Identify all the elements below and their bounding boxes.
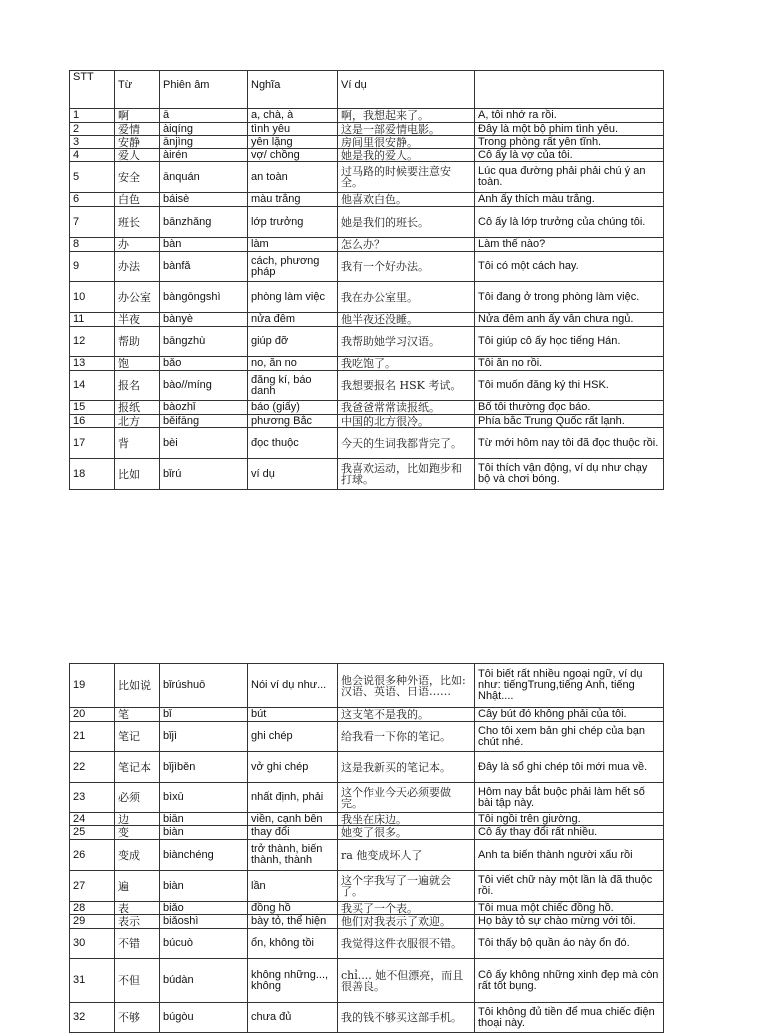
cell-word: 笔 [115,708,160,722]
cell-stt: 24 [70,813,115,826]
cell-stt: 28 [70,902,115,915]
table-row [70,915,664,929]
cell-translation: Trong phòng rất yên tĩnh. [475,136,664,149]
table-row [70,813,664,826]
cell-translation: Cho tôi xem bản ghi chép của bạn chút nhé. [475,722,664,752]
cell-translation: Tôi ngồi trên giường. [475,813,664,826]
cell-stt: 30 [70,929,115,959]
cell-example: 我喜欢运动，比如跑步和打球。 [338,459,475,490]
cell-word: 办公室 [115,282,160,313]
cell-translation: Tôi muốn đăng ký thi HSK. [475,371,664,401]
cell-pinyin: bànfǎ [160,252,248,282]
cell-meaning: cách, phương pháp [248,252,338,282]
table-header-row [70,71,664,109]
cell-example: 这支笔不是我的。 [338,708,475,722]
cell-pinyin: biǎoshì [160,915,248,929]
cell-translation: Tôi mua một chiếc đồng hồ. [475,902,664,915]
cell-pinyin: bèi [160,428,248,459]
cell-stt: 25 [70,826,115,840]
cell-pinyin: bìxū [160,783,248,813]
cell-stt: 11 [70,313,115,327]
cell-pinyin: báisè [160,193,248,207]
table-row [70,752,664,783]
cell-meaning: trở thành, biến thành, thành [248,840,338,871]
cell-meaning: phòng làm việc [248,282,338,313]
cell-translation: Tôi giúp cô ấy học tiếng Hán. [475,327,664,357]
cell-pinyin: ānquán [160,162,248,193]
cell-pinyin: bǎo [160,357,248,371]
cell-stt: 2 [70,123,115,136]
cell-example: 我想要报名 HSK 考试。 [338,371,475,401]
header-stt: STT [70,71,115,109]
cell-word: 不错 [115,929,160,959]
table-row [70,1003,664,1033]
cell-stt: 23 [70,783,115,813]
cell-example: 我坐在床边。 [338,813,475,826]
cell-translation: Cô ấy là vợ của tôi. [475,149,664,162]
cell-translation: Làm thế nào? [475,238,664,252]
cell-word: 爱情 [115,123,160,136]
cell-stt: 20 [70,708,115,722]
cell-stt: 17 [70,428,115,459]
cell-word: 笔记本 [115,752,160,783]
vocab-table-2 [69,663,664,1033]
table-row [70,149,664,162]
cell-pinyin: búdàn [160,959,248,1003]
cell-example: 今天的生词我都背完了。 [338,428,475,459]
cell-example: 我帮助她学习汉语。 [338,327,475,357]
cell-translation: Phía bắc Trung Quốc rất lạnh. [475,415,664,428]
cell-translation: Tôi viết chữ này một lần là đã thuộc rồi. [475,871,664,902]
cell-stt: 8 [70,238,115,252]
cell-stt: 29 [70,915,115,929]
cell-stt: 21 [70,722,115,752]
cell-word: 北方 [115,415,160,428]
header-nghia: Nghĩa [248,71,338,109]
table-row [70,959,664,1003]
cell-example: 给我看一下你的笔记。 [338,722,475,752]
cell-meaning: nhất định, phải [248,783,338,813]
cell-translation: Lúc qua đường phải phải chú ý an toàn. [475,162,664,193]
cell-meaning: vợ/ chồng [248,149,338,162]
table-row [70,357,664,371]
cell-word: 班长 [115,207,160,238]
cell-translation: Tôi có một cách hay. [475,252,664,282]
cell-pinyin: bǐjì [160,722,248,752]
cell-word: 不够 [115,1003,160,1033]
cell-meaning: a, chà, à [248,109,338,123]
cell-example: chỉ.... 她不但漂亮，而且很善良。 [338,959,475,1003]
cell-example: 我爸爸常常读报纸。 [338,401,475,415]
header-vi-du: Ví dụ [338,71,475,109]
cell-example: 他们对我表示了欢迎。 [338,915,475,929]
cell-example: 这个字我写了一遍就会了。 [338,871,475,902]
cell-word: 遍 [115,871,160,902]
cell-stt: 26 [70,840,115,871]
cell-word: 报名 [115,371,160,401]
table-row [70,401,664,415]
cell-example: 他会说很多种外语，比如:汉语、英语、日语…… [338,664,475,708]
cell-stt: 27 [70,871,115,902]
cell-stt: 1 [70,109,115,123]
cell-translation: Hôm nay bắt buộc phải làm hết số bài tập này. [475,783,664,813]
cell-meaning: không những..., không [248,959,338,1003]
cell-example: ra 他变成坏人了 [338,840,475,871]
cell-translation: Họ bày tỏ sự chào mừng với tôi. [475,915,664,929]
cell-translation: A, tôi nhớ ra rồi. [475,109,664,123]
cell-translation: Anh ấy thích màu trắng. [475,193,664,207]
cell-word: 报纸 [115,401,160,415]
cell-translation: Tôi biết rất nhiều ngoại ngữ, ví dụ như: tiếngTrung,tiếng Anh, tiếng Nhật.... [475,664,664,708]
table-row [70,871,664,902]
cell-example: 怎么办？ [338,238,475,252]
vocab-table-1 [69,70,664,490]
cell-word: 安全 [115,162,160,193]
cell-pinyin: biàn [160,826,248,840]
table-row [70,826,664,840]
table-row [70,415,664,428]
cell-example: 他半夜还没睡。 [338,313,475,327]
table-row [70,708,664,722]
cell-meaning: màu trắng [248,193,338,207]
cell-example: 我吃饱了。 [338,357,475,371]
table-row [70,929,664,959]
cell-meaning: phương Bắc [248,415,338,428]
cell-meaning: chưa đủ [248,1003,338,1033]
cell-pinyin: biàn [160,871,248,902]
cell-word: 办法 [115,252,160,282]
cell-pinyin: bāngzhù [160,327,248,357]
table-row [70,282,664,313]
table-row [70,371,664,401]
cell-example: 她是我们的班长。 [338,207,475,238]
cell-meaning: đăng kí, báo danh [248,371,338,401]
cell-example: 我觉得这件衣服很不错。 [338,929,475,959]
cell-pinyin: búcuò [160,929,248,959]
cell-word: 表示 [115,915,160,929]
cell-word: 安静 [115,136,160,149]
cell-pinyin: ānjìng [160,136,248,149]
cell-word: 饱 [115,357,160,371]
table-row [70,313,664,327]
cell-example: 我在办公室里。 [338,282,475,313]
cell-meaning: Nói ví dụ như... [248,664,338,708]
cell-stt: 3 [70,136,115,149]
cell-example: 我有一个好办法。 [338,252,475,282]
cell-pinyin: bǐ [160,708,248,722]
table-row [70,459,664,490]
cell-pinyin: bǐrúshuō [160,664,248,708]
cell-pinyin: biān [160,813,248,826]
cell-meaning: an toàn [248,162,338,193]
cell-translation: Cô ấy thay đổi rất nhiều. [475,826,664,840]
cell-translation: Tôi thích vận động, ví dụ như chạy bộ và chơi bóng. [475,459,664,490]
cell-example: 啊，我想起来了。 [338,109,475,123]
cell-meaning: đồng hồ [248,902,338,915]
cell-translation: Cây bút đó không phải của tôi. [475,708,664,722]
cell-translation: Nửa đêm anh ấy vẫn chưa ngủ. [475,313,664,327]
cell-word: 白色 [115,193,160,207]
cell-translation: Bố tôi thường đọc báo. [475,401,664,415]
cell-example: 房间里很安静。 [338,136,475,149]
cell-word: 背 [115,428,160,459]
header-dich [475,71,664,109]
table-row [70,207,664,238]
cell-meaning: thay đổi [248,826,338,840]
cell-translation: Cô ấy không những xinh đẹp mà còn rất tốt bụng. [475,959,664,1003]
table-row [70,193,664,207]
cell-translation: Tôi đang ở trong phòng làm việc. [475,282,664,313]
table-row [70,664,664,708]
cell-word: 不但 [115,959,160,1003]
table-row [70,327,664,357]
cell-word: 帮助 [115,327,160,357]
cell-example: 她是我的爱人。 [338,149,475,162]
cell-meaning: vở ghi chép [248,752,338,783]
cell-stt: 6 [70,193,115,207]
cell-word: 笔记 [115,722,160,752]
cell-word: 比如 [115,459,160,490]
cell-stt: 22 [70,752,115,783]
cell-stt: 18 [70,459,115,490]
table-row [70,136,664,149]
cell-example: 中国的北方很冷。 [338,415,475,428]
cell-meaning: yên lặng [248,136,338,149]
cell-pinyin: bànyè [160,313,248,327]
table-row [70,902,664,915]
cell-example: 他喜欢白色。 [338,193,475,207]
cell-meaning: lần [248,871,338,902]
cell-stt: 5 [70,162,115,193]
cell-pinyin: bàozhǐ [160,401,248,415]
cell-meaning: lớp trưởng [248,207,338,238]
cell-meaning: viền, cạnh bên [248,813,338,826]
table-row [70,722,664,752]
table-row [70,162,664,193]
cell-word: 爱人 [115,149,160,162]
cell-stt: 19 [70,664,115,708]
cell-word: 比如说 [115,664,160,708]
cell-meaning: ví dụ [248,459,338,490]
cell-pinyin: bǐrú [160,459,248,490]
cell-translation: Đây là một bộ phim tình yêu. [475,123,664,136]
cell-word: 表 [115,902,160,915]
cell-meaning: làm [248,238,338,252]
cell-pinyin: běifāng [160,415,248,428]
cell-stt: 31 [70,959,115,1003]
cell-example: 这是一部爱情电影。 [338,123,475,136]
table-row [70,428,664,459]
cell-translation: Tôi ăn no rồi. [475,357,664,371]
cell-stt: 9 [70,252,115,282]
cell-example: 我的钱不够买这部手机。 [338,1003,475,1033]
table-row [70,109,664,123]
cell-pinyin: àirén [160,149,248,162]
cell-word: 变 [115,826,160,840]
cell-word: 办 [115,238,160,252]
cell-stt: 16 [70,415,115,428]
cell-meaning: giúp đỡ [248,327,338,357]
cell-example: 这个作业今天必须要做完。 [338,783,475,813]
cell-translation: Đây là sổ ghi chép tôi mới mua về. [475,752,664,783]
cell-pinyin: bǐjìběn [160,752,248,783]
cell-example: 这是我新买的笔记本。 [338,752,475,783]
cell-pinyin: bào//míng [160,371,248,401]
cell-pinyin: biànchéng [160,840,248,871]
cell-stt: 15 [70,401,115,415]
cell-pinyin: bàngōngshì [160,282,248,313]
cell-translation: Từ mới hôm nay tôi đã đọc thuộc rồi. [475,428,664,459]
table-row [70,840,664,871]
cell-pinyin: àiqíng [160,123,248,136]
cell-word: 变成 [115,840,160,871]
cell-meaning: báo (giấy) [248,401,338,415]
cell-stt: 13 [70,357,115,371]
cell-word: 必须 [115,783,160,813]
cell-translation: Cô ấy là lớp trưởng của chúng tôi. [475,207,664,238]
cell-meaning: ghi chép [248,722,338,752]
cell-meaning: no, ăn no [248,357,338,371]
cell-word: 半夜 [115,313,160,327]
cell-translation: Tôi thấy bộ quần áo này ổn đó. [475,929,664,959]
table-row [70,783,664,813]
cell-meaning: ổn, không tồi [248,929,338,959]
table-row [70,252,664,282]
cell-meaning: nửa đêm [248,313,338,327]
cell-stt: 14 [70,371,115,401]
cell-stt: 4 [70,149,115,162]
cell-pinyin: búgòu [160,1003,248,1033]
cell-meaning: bày tỏ, thể hiện [248,915,338,929]
cell-translation: Tôi không đủ tiền để mua chiếc điện thoại này. [475,1003,664,1033]
cell-stt: 7 [70,207,115,238]
cell-pinyin: bàn [160,238,248,252]
cell-pinyin: ā [160,109,248,123]
cell-pinyin: biǎo [160,902,248,915]
table-row [70,123,664,136]
header-tu: Từ [115,71,160,109]
cell-example: 她变了很多。 [338,826,475,840]
table-row [70,238,664,252]
cell-stt: 12 [70,327,115,357]
cell-example: 我买了一个表。 [338,902,475,915]
cell-example: 过马路的时候要注意安全。 [338,162,475,193]
cell-word: 边 [115,813,160,826]
cell-stt: 32 [70,1003,115,1033]
cell-meaning: bút [248,708,338,722]
cell-word: 啊 [115,109,160,123]
cell-meaning: đọc thuộc [248,428,338,459]
cell-pinyin: bānzhǎng [160,207,248,238]
cell-translation: Anh ta biến thành người xấu rồi [475,840,664,871]
cell-stt: 10 [70,282,115,313]
cell-meaning: tình yêu [248,123,338,136]
header-phien-am: Phiên âm [160,71,248,109]
